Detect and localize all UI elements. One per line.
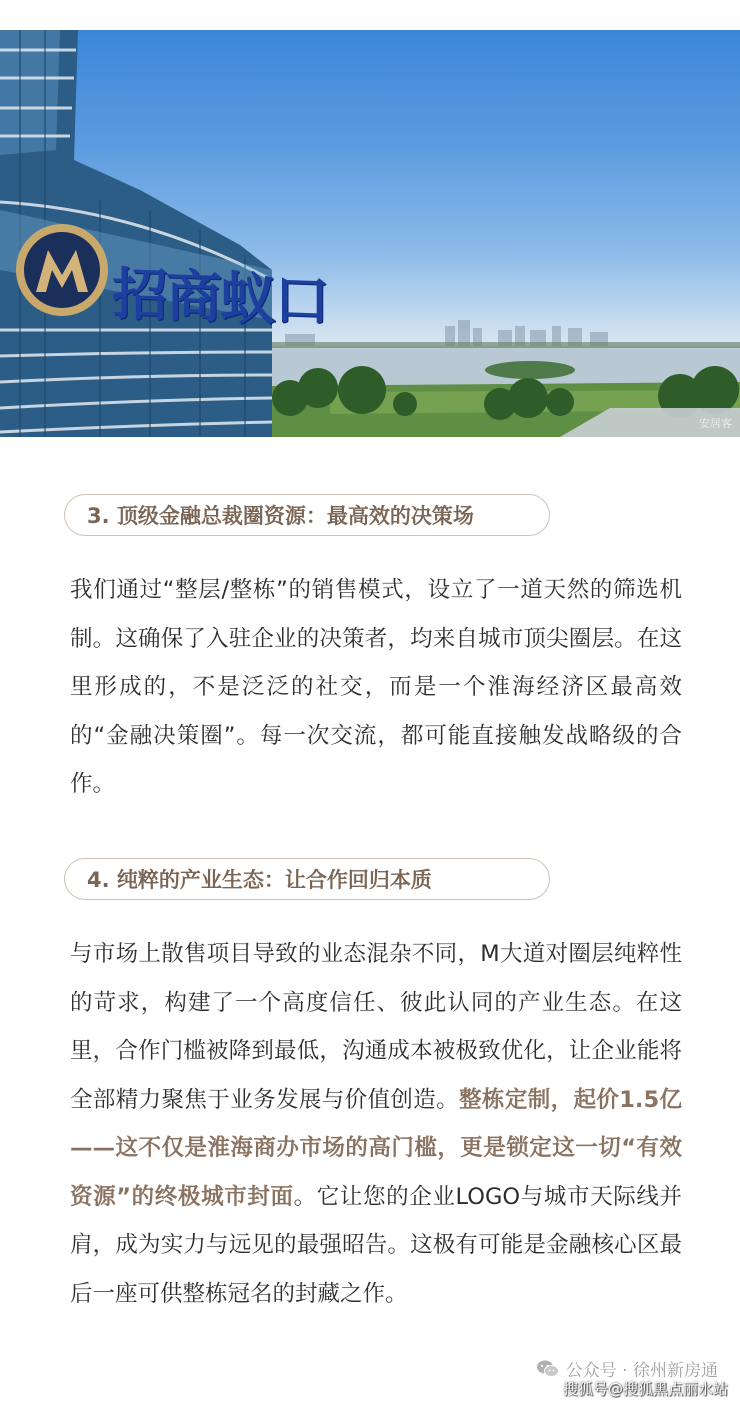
section-4-heading bbox=[64, 858, 550, 900]
sohu-watermark: 搜狐号@搜狐黑点丽水站 bbox=[562, 1380, 728, 1398]
section-4-heading-text: 4. 纯粹的产业生态：让合作回归本质 bbox=[87, 868, 432, 892]
island bbox=[485, 361, 575, 379]
hero-photo bbox=[0, 30, 740, 437]
hero-scene bbox=[0, 30, 740, 437]
merchants-logo-icon bbox=[16, 224, 108, 316]
section-3-heading-text: 3. 顶级金融总裁圈资源：最高效的决策场 bbox=[87, 504, 474, 528]
wechat-icon bbox=[536, 1359, 560, 1379]
section-4-body bbox=[70, 930, 682, 1318]
section-3-heading bbox=[64, 494, 550, 536]
section-4-body-intro: 与市场上散售项目导致的业态混杂不同，M大道对圈层纯粹性的苛求，构建了一个高度信任、彼此认同的产业生态。在这里，合作门槛被降到最低，沟通成本被极致优化，让企业能将全部精力聚焦于业务发展与价值创造。 bbox=[70, 941, 682, 1113]
photo-credit: 安居客 bbox=[699, 417, 732, 430]
building-sign-text: 招商蚁口 bbox=[112, 261, 328, 335]
wechat-account-text: 公众号 · 徐州新房通 bbox=[565, 1361, 718, 1381]
section-4-highlight: 整栋定制，起价1.5亿——这不仅是淮海商办市场的高门槛，更是锁定这一切“有效资源”的终极城市封面 bbox=[70, 1086, 682, 1210]
section-4-body-outro: 。它让您的企业LOGO与城市天际线并肩，成为实力与远见的最强昭告。这极有可能是金融核心区最后一座可供整栋冠名的封藏之作。 bbox=[70, 1183, 682, 1307]
section-3-body: 我们通过“整层/整栋”的销售模式，设立了一道天然的筛选机制。这确保了入驻企业的决策者，均来自城市顶尖圈层。在这里形成的，不是泛泛的社交，而是一个淮海经济区最高效的“金融决策圈”。每一次交流，都可能直接触发战略级的合作。 bbox=[70, 577, 682, 797]
